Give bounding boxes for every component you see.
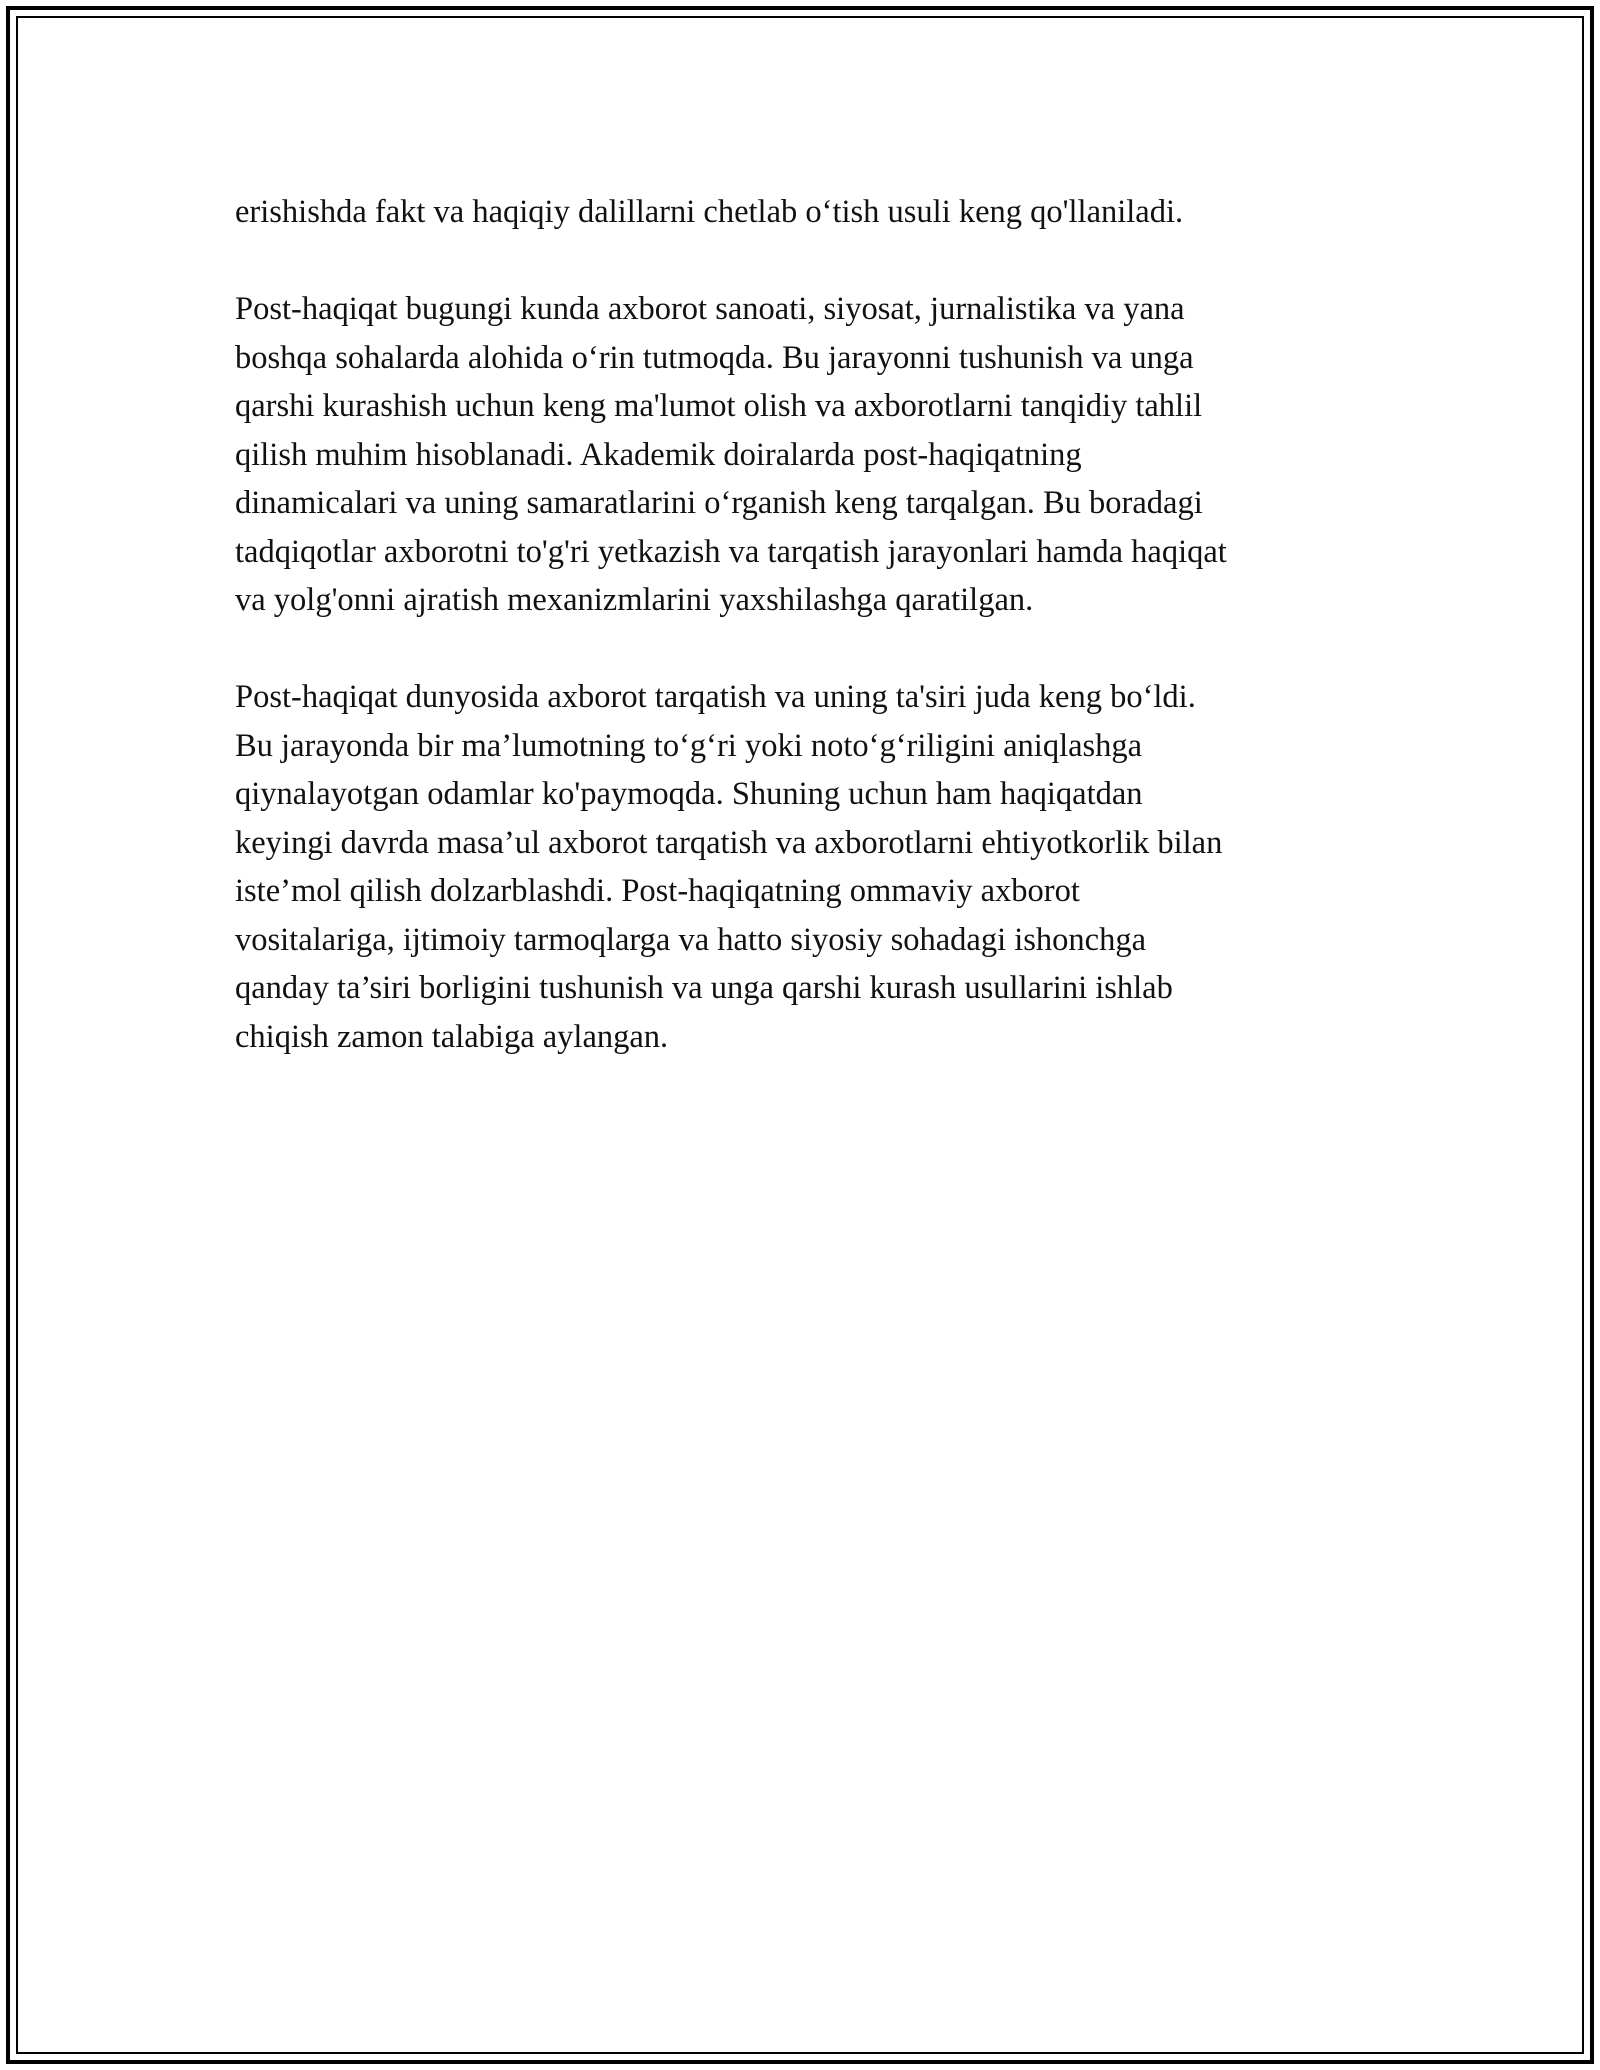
text-line: Post-haqiqat dunyosida axborot tarqatish va uning ta'siri juda keng bo‘ldi.: [235, 679, 1196, 715]
text-line: qiynalayotgan odamlar ko'paymoqda. Shuning uchun ham haqiqatdan: [235, 776, 1143, 812]
document-body: [235, 188, 1365, 1110]
text-line: vositalariga, ijtimoiy tarmoqlarga va hatto siyosiy sohadagi ishonchga: [235, 921, 1147, 958]
text-line: Bu jarayonda bir ma’lumotning to‘g‘ri yoki noto‘g‘riligini aniqlashga: [235, 727, 1143, 764]
text-line: boshqa sohalarda alohida o‘rin tutmoqda. Bu jarayonni tushunish va unga: [235, 339, 1194, 376]
text-line: Post-haqiqat bugungi kunda axborot sanoati, siyosat, jurnalistika va yana: [235, 291, 1185, 327]
text-line: erishishda fakt va haqiqiy dalillarni chetlab o‘tish usuli keng qo'llaniladi.: [235, 194, 1184, 230]
text-line: tadqiqotlar axborotni to'g'ri yetkazish va tarqatish jarayonlari hamda haqiqat: [235, 533, 1227, 570]
text-line: keyingi davrda masa’ul axborot tarqatish va axborotlarni ehtiyotkorlik bilan: [235, 824, 1223, 861]
text-line: iste’mol qilish dolzarblashdi. Post-haqiqatning ommaviy axborot: [235, 873, 1080, 909]
text-line: qilish muhim hisoblanadi. Akademik doiralarda post-haqiqatning: [235, 436, 1082, 473]
text-line: dinamicalari va uning samaratlarini o‘rganish keng tarqalgan. Bu boradagi: [235, 485, 1203, 521]
paragraph-1: [235, 188, 1365, 237]
paragraph-3: [235, 673, 1365, 1061]
paragraph-2: [235, 285, 1365, 625]
text-line: chiqish zamon talabiga aylangan.: [235, 1018, 669, 1055]
text-line: qarshi kurashish uchun keng ma'lumot olish va axborotlarni tanqidiy tahlil: [235, 388, 1203, 424]
text-line: qanday ta’siri borligini tushunish va unga qarshi kurash usullarini ishlab: [235, 970, 1173, 1006]
text-line: va yolg'onni ajratish mexanizmlarini yaxshilashga qaratilgan.: [235, 582, 1034, 618]
